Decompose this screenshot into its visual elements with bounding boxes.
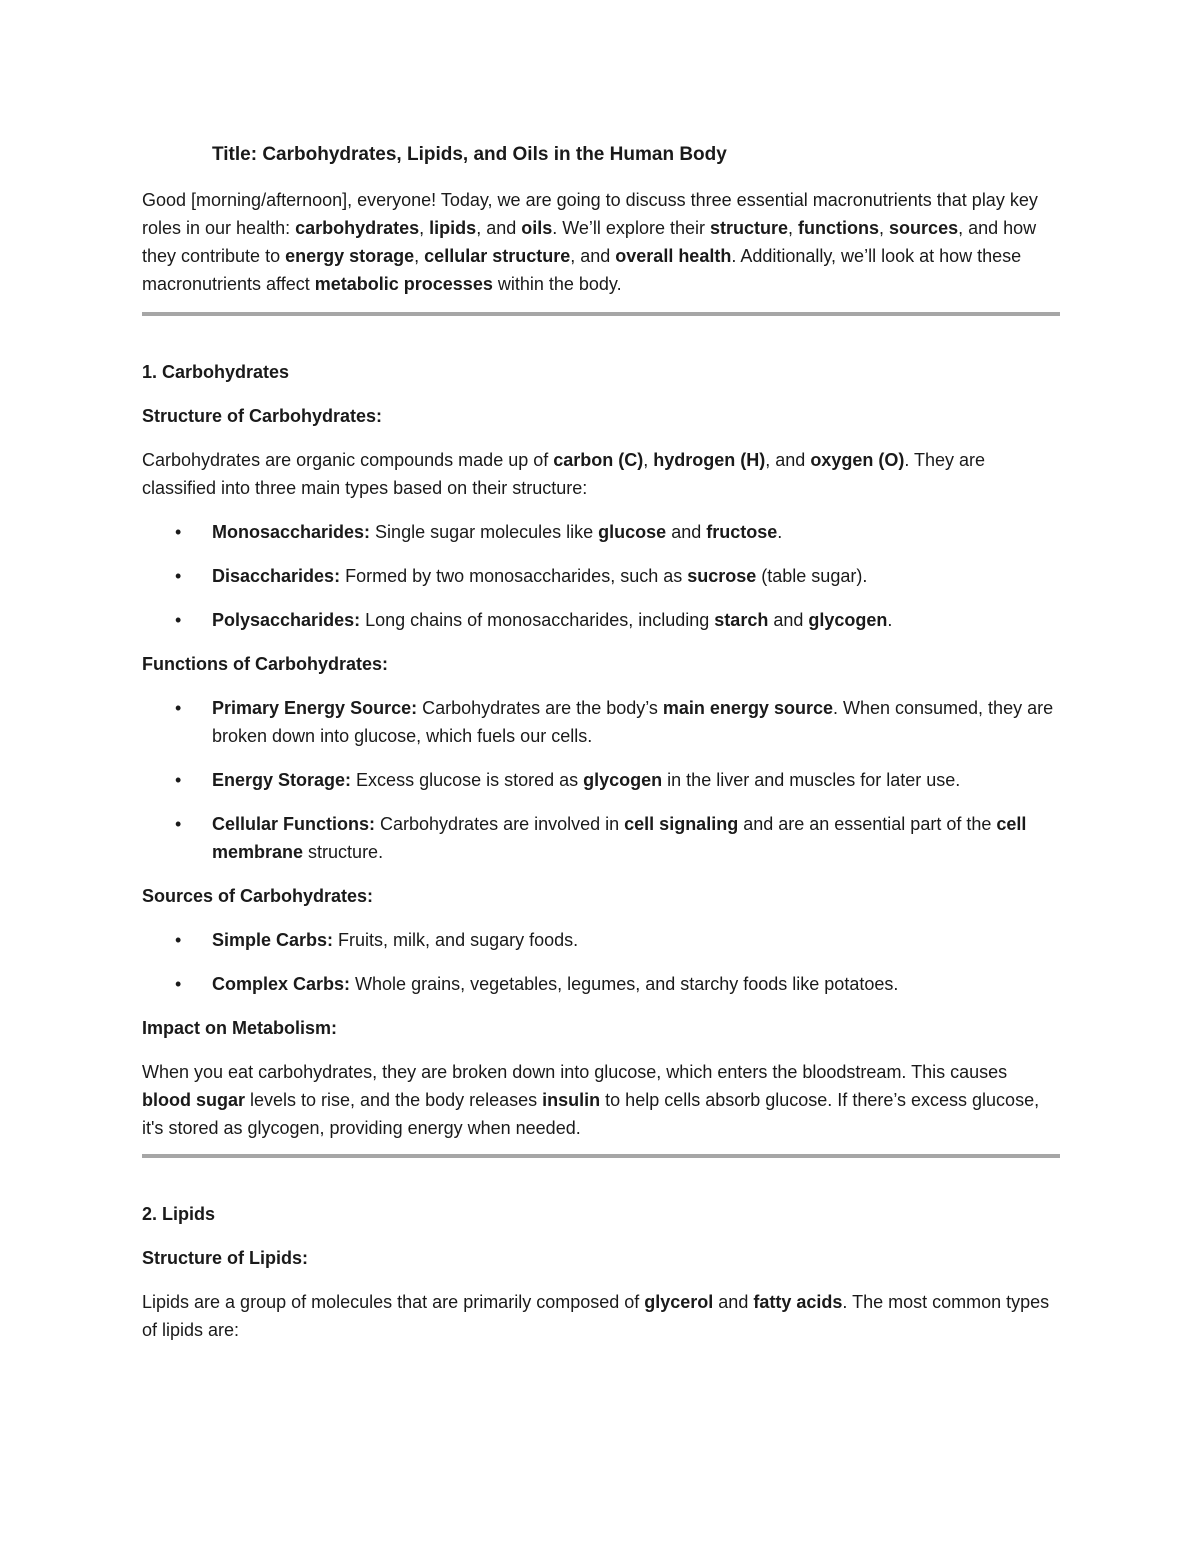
bullet-icon: •: [175, 770, 182, 790]
bullet-icon: •: [175, 698, 182, 718]
list-item: • Primary Energy Source: Carbohydrates are the body’s main energy source. When consumed, they are broken down into glucose, which fuels our cells.: [142, 694, 1060, 750]
section-heading-carbohydrates: 1. Carbohydrates: [142, 362, 290, 382]
list-item: • Complex Carbs: Whole grains, vegetables, legumes, and starchy foods like potatoes.: [142, 970, 1060, 998]
lipids-structure-paragraph: Lipids are a group of molecules that are primarily composed of glycerol and fatty acids. The most common types of lipids are:: [142, 1292, 1050, 1340]
horizontal-divider: [142, 1154, 1060, 1158]
bullet-icon: •: [175, 974, 182, 994]
section-heading-lipids: 2. Lipids: [142, 1204, 216, 1224]
subheading-metabolism-carbs: Impact on Metabolism:: [142, 1018, 338, 1038]
carbs-types-list: [142, 518, 1060, 634]
horizontal-divider: [142, 312, 1060, 316]
subheading-structure-lipids: Structure of Lipids:: [142, 1248, 308, 1268]
list-item: • Polysaccharides: Long chains of monosaccharides, including starch and glycogen.: [142, 606, 1060, 634]
carbs-functions-list: [142, 694, 1060, 866]
list-item: • Disaccharides: Formed by two monosaccharides, such as sucrose (table sugar).: [142, 562, 1060, 590]
bullet-icon: •: [175, 930, 182, 950]
subheading-sources-carbs: Sources of Carbohydrates:: [142, 886, 374, 906]
bullet-icon: •: [175, 566, 182, 586]
bullet-icon: •: [175, 522, 182, 542]
subheading-structure-carbs: Structure of Carbohydrates:: [142, 406, 383, 426]
list-item: • Cellular Functions: Carbohydrates are involved in cell signaling and are an essential part of the cell membrane structure.: [142, 810, 1060, 866]
document-title: Title: Carbohydrates, Lipids, and Oils in the Human Body: [212, 144, 727, 165]
document-content: [142, 141, 1060, 1344]
list-item: • Energy Storage: Excess glucose is stored as glycogen in the liver and muscles for later use.: [142, 766, 1060, 794]
carbs-metabolism-paragraph: When you eat carbohydrates, they are broken down into glucose, which enters the bloodstream. This causes blood sugar levels to rise, and the body releases insulin to help cells absorb glucose. If there’s excess glucose, it's stored as glycogen, providing energy when needed.: [142, 1062, 1040, 1138]
list-item: • Simple Carbs: Fruits, milk, and sugary foods.: [142, 926, 1060, 954]
bullet-icon: •: [175, 610, 182, 630]
bullet-icon: •: [175, 814, 182, 834]
list-item: • Monosaccharides: Single sugar molecules like glucose and fructose.: [142, 518, 1060, 546]
subheading-functions-carbs: Functions of Carbohydrates:: [142, 654, 389, 674]
carbs-structure-paragraph: Carbohydrates are organic compounds made up of carbon (C), hydrogen (H), and oxygen (O). They are classified into three main types based on their structure:: [142, 450, 986, 498]
intro-paragraph: Good [morning/afternoon], everyone! Today, we are going to discuss three essential macronutrients that play key roles in our health: carbohydrates, lipids, and oils. We’ll explore their structure, functions, sources, and how they contribute to energy storage, cellular structure, and overall health. Additionally, we’ll look at how these macronutrients affect metabolic processes within the body.: [142, 190, 1038, 294]
carbs-sources-list: [142, 926, 1060, 998]
